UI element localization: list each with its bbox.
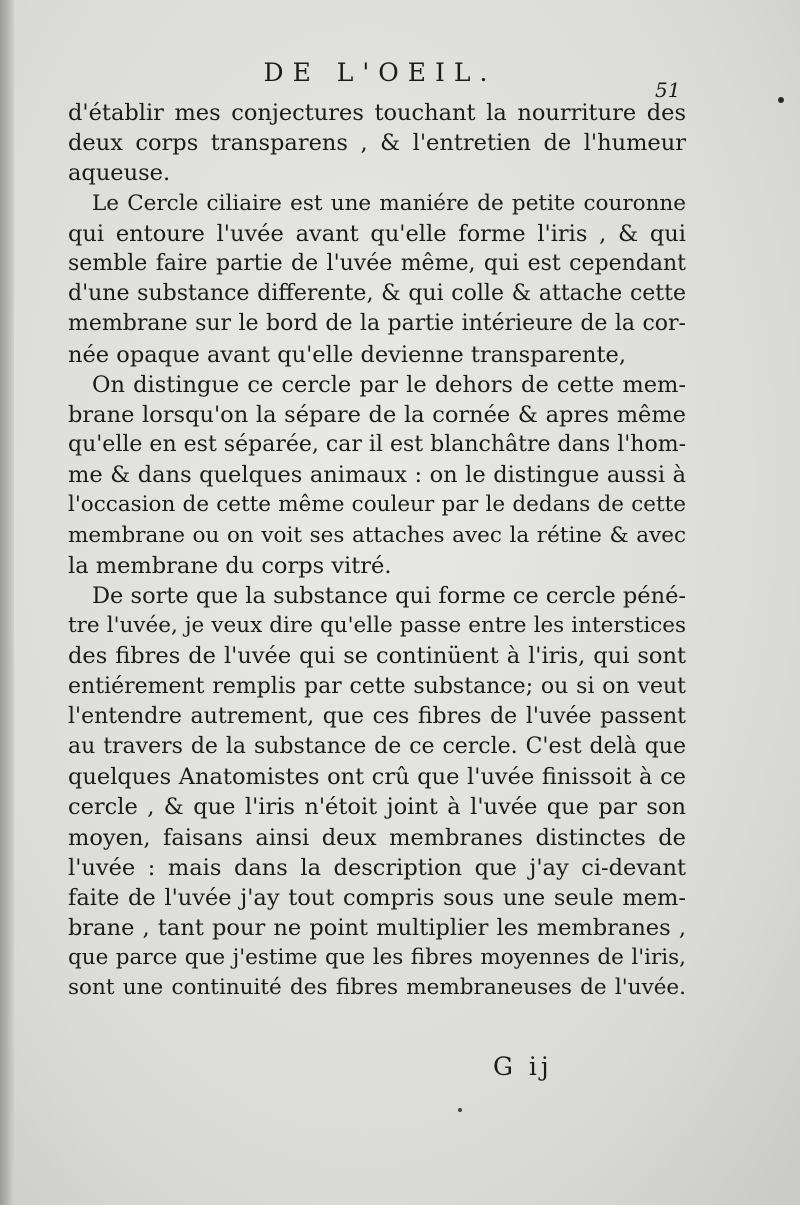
page-number: 51 xyxy=(655,78,681,102)
text-line: membrane ou on voit ses attaches avec la rétine & avec xyxy=(68,522,686,548)
text-line: Le Cercle ciliaire est une maniére de petite couronne xyxy=(92,190,686,216)
text-line: cercle , & que l'iris n'étoit joint à l'uvée que par son xyxy=(68,794,686,821)
text-line: faite de l'uvée j'ay tout compris sous une seule mem- xyxy=(68,884,686,911)
text-line: me & dans quelques animaux : on le distingue aussi à xyxy=(68,462,686,489)
text-line: qu'elle en est séparée, car il est blanchâtre dans l'hom- xyxy=(68,432,686,458)
text-line: quelques Anatomistes ont crû que l'uvée finissoit à ce xyxy=(68,764,686,791)
text-line: De sorte que la substance qui forme ce cercle péné- xyxy=(92,583,686,609)
text-line: moyen, faisans ainsi deux membranes distinctes de xyxy=(68,824,686,851)
body-text xyxy=(68,98,686,1004)
ink-speck xyxy=(458,1108,462,1112)
running-head: DE L'OEIL. xyxy=(263,58,497,87)
text-line: semble faire partie de l'uvée même, qui est cependant xyxy=(68,250,686,276)
text-line: entiérement remplis par cette substance; ou si on veut xyxy=(68,673,686,699)
text-line: sont une continuité des fibres membraneuses de l'uvée. xyxy=(68,975,686,1001)
text-line: qui entoure l'uvée avant qu'elle forme l'iris , & qui xyxy=(68,220,686,247)
text-line: membrane sur le bord de la partie intérieure de la cor- xyxy=(68,311,686,337)
text-line: l'occasion de cette même couleur par le dedans de cette xyxy=(68,492,686,518)
text-line: On distingue ce cercle par le dehors de cette mem- xyxy=(92,371,686,398)
ink-speck xyxy=(778,97,784,103)
text-line: au travers de la substance de ce cercle. C'est delà que xyxy=(68,733,686,759)
text-line: brane lorsqu'on la sépare de la cornée & apres même xyxy=(68,401,686,428)
binding-gutter xyxy=(0,0,14,1205)
text-line: née opaque avant qu'elle devienne transparente, xyxy=(68,341,627,368)
signature-mark: G ij xyxy=(493,1052,553,1081)
text-line: d'établir mes conjectures touchant la nourriture des xyxy=(68,100,686,126)
text-line: tre l'uvée, je veux dire qu'elle passe entre les interstices xyxy=(68,613,686,639)
text-line: la membrane du corps vitré. xyxy=(68,552,392,579)
text-line: deux corps transparens , & l'entretien de l'humeur xyxy=(68,130,686,157)
text-line: d'une substance differente, & qui colle & attache cette xyxy=(68,281,686,307)
text-line: des fibres de l'uvée qui se continüent à l'iris, qui sont xyxy=(68,643,686,670)
text-line: brane , tant pour ne point multiplier les membranes , xyxy=(68,915,686,942)
text-line: que parce que j'estime que les fibres moyennes de l'iris, xyxy=(68,945,686,971)
text-line: l'uvée : mais dans la description que j'ay ci-devant xyxy=(68,854,686,881)
text-line: l'entendre autrement, que ces fibres de l'uvée passent xyxy=(68,703,686,729)
text-line: aqueuse. xyxy=(68,160,171,187)
